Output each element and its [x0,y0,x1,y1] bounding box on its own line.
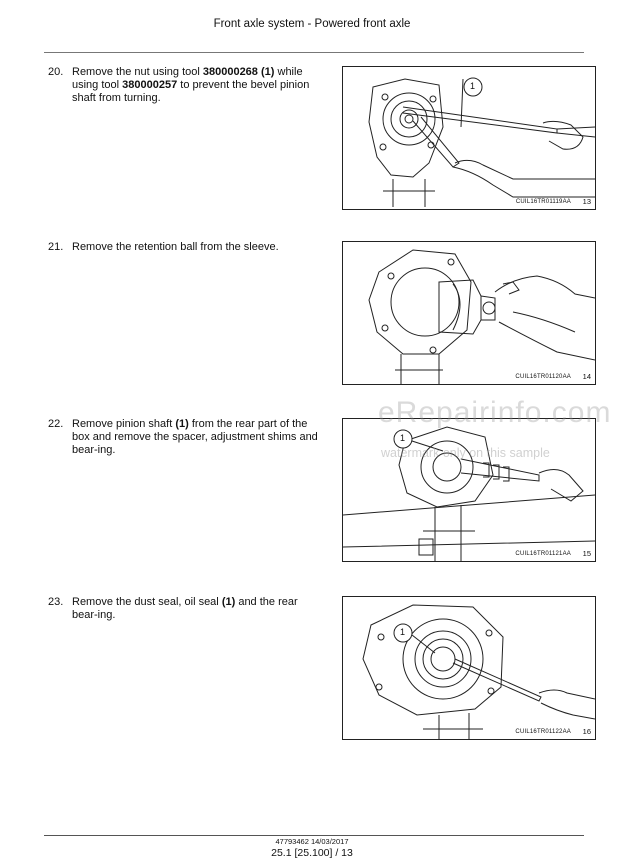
figure-number: 16 [582,727,591,736]
step-text: Remove the retention ball from the sleeve. [72,241,279,253]
watermark-site: eRepairinfo.com [378,396,612,429]
callout-label: 1 [400,433,406,443]
figure-16 [342,596,596,740]
figure-16-drawing [343,597,595,739]
footer-rule [44,835,584,836]
figure-number: 15 [582,549,591,558]
step-22 [44,418,334,468]
figure-13 [342,66,596,210]
figure-15-drawing [343,419,595,561]
callout-label: 1 [470,81,476,91]
figure-code: CUIL16TR01119AA [515,199,571,205]
step-number: 22. [48,418,64,430]
step-number: 21. [48,241,64,253]
page-header: Front axle system - Powered front axle [213,18,411,30]
step-number: 23. [48,596,64,608]
step-20 [44,66,334,126]
figure-number: 14 [582,372,591,381]
figure-code: CUIL16TR01120AA [515,374,571,380]
figure-code: CUIL16TR01121AA [515,551,571,557]
header-rule [44,52,584,53]
step-21 [44,241,334,261]
figure-code: CUIL16TR01122AA [515,729,571,735]
step-text: Remove the dust seal, oil seal (1) and the rear bear-ing. [72,596,298,621]
step-number: 20. [48,66,64,78]
step-23 [44,596,334,626]
footer-page-number: 25.1 [25.100] / 13 [271,847,353,859]
figure-number: 13 [582,197,591,206]
step-text: Remove the nut using tool 380000268 (1) while using tool 380000257 to prevent the bevel pinion shaft from turning. [72,66,310,104]
figure-13-drawing [343,67,595,209]
figure-14 [342,241,596,385]
figure-15 [342,418,596,562]
callout-label: 1 [400,627,406,637]
step-text: Remove pinion shaft (1) from the rear part of the box and remove the spacer, adjustment shims and bear-ing. [72,418,318,456]
footer-doc-ref: 47793462 14/03/2017 [275,837,349,846]
watermark-note: watermark only on this sample [381,446,550,460]
figure-14-drawing [343,242,595,384]
